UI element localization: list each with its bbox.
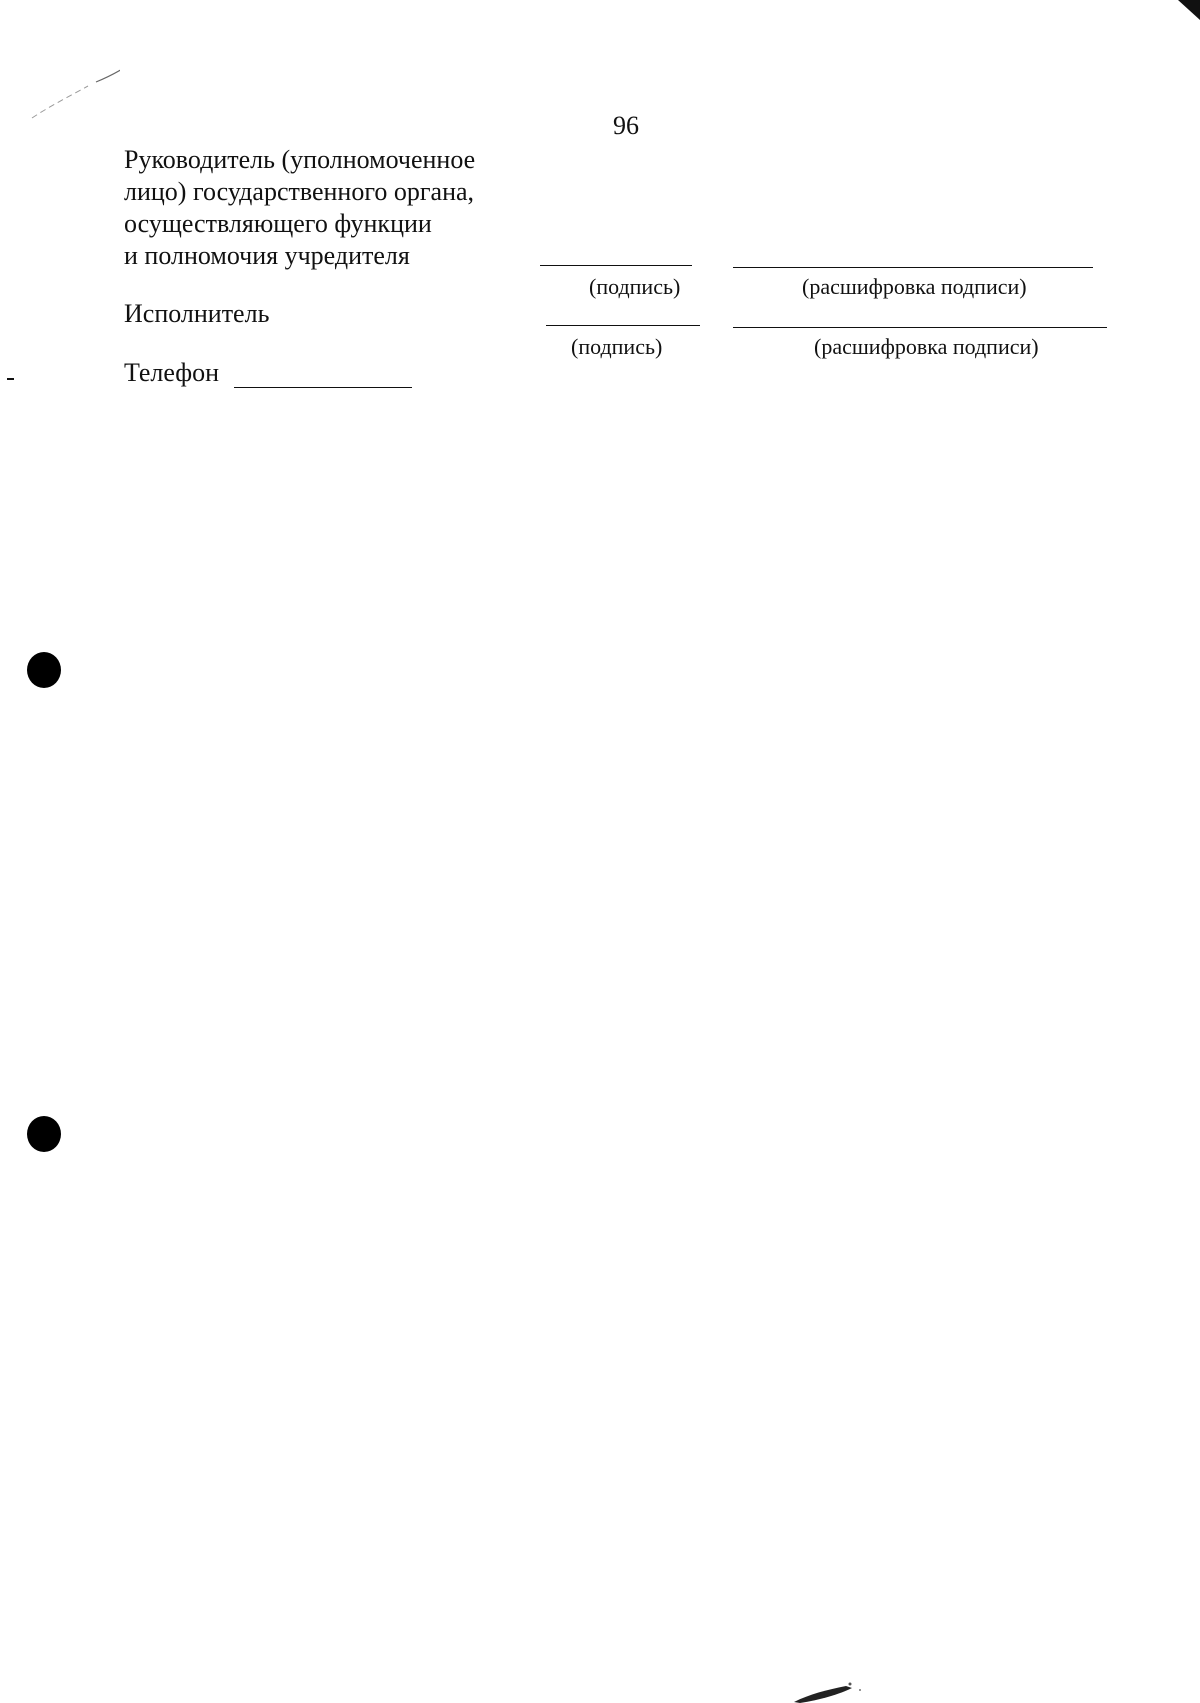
punch-hole-top	[27, 652, 61, 688]
executor-decoding-line[interactable]	[733, 327, 1107, 328]
head-title-block	[124, 144, 475, 272]
head-decoding-line[interactable]	[733, 267, 1093, 268]
executor-signature-caption: (подпись)	[571, 334, 663, 359]
head-decoding-caption: (расшифровка подписи)	[802, 274, 1027, 299]
head-title-line: и полномочия учредителя	[124, 241, 410, 270]
phone-label: Телефон	[124, 358, 220, 387]
executor-signature-line[interactable]	[546, 325, 700, 326]
head-signature-line[interactable]	[540, 265, 692, 266]
head-signature-caption: (подпись)	[589, 274, 681, 299]
executor-label: Исполнитель	[124, 299, 270, 328]
page-number: 96	[613, 111, 639, 140]
punch-hole-bottom	[27, 1116, 61, 1152]
scan-dash-mark	[7, 378, 14, 380]
scan-pencil-stroke	[30, 62, 120, 122]
scan-smudge-mark	[790, 1680, 870, 1703]
phone-blank-line[interactable]	[234, 387, 412, 388]
executor-decoding-caption: (расшифровка подписи)	[814, 334, 1039, 359]
head-title-line: осуществляющего функции	[124, 209, 432, 238]
head-title-line: лицо) государственного органа,	[124, 177, 475, 206]
scan-corner-mark	[1178, 0, 1200, 22]
head-title-line: Руководитель (уполномоченное	[124, 145, 476, 174]
